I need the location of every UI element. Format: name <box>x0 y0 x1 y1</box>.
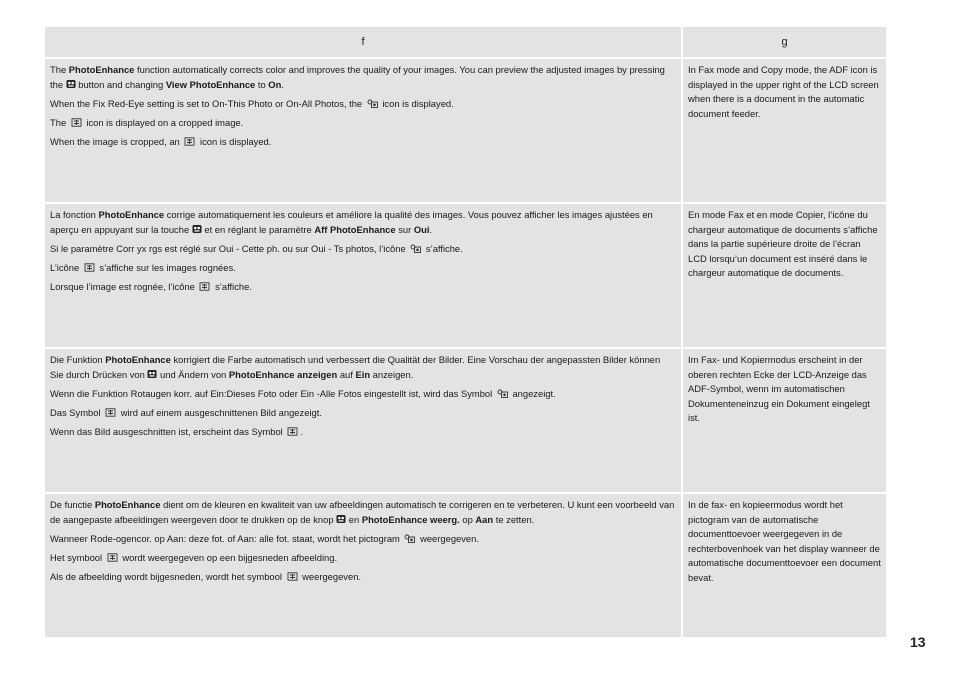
red-eye-icon <box>367 99 378 108</box>
row-cell-left <box>45 59 681 202</box>
paragraph-crop-icon: L’icône s’affiche sur les images rognées. <box>50 261 236 273</box>
column-header-left: f <box>45 27 681 57</box>
photo-enhance-button-icon <box>192 224 202 234</box>
column-header-right: g <box>683 27 886 57</box>
paragraph-adf: In de fax- en kopieermodus wordt het pictogram van de automatische documenttoevoer weergegeven in de rechterbovenhoek van het display wanneer de automatische documenttoevoer een document bevat. <box>688 499 881 583</box>
photo-enhance-button-icon <box>336 514 346 524</box>
paragraph-red-eye: Wenn die Funktion Rotaugen korr. auf Ein:Dieses Foto oder Ein -Alle Fotos eingestellt ist, wird das Symbol angezeigt. <box>50 387 556 399</box>
crop-icon <box>199 282 210 291</box>
crop-icon <box>105 408 116 417</box>
paragraph-cropped: Wenn das Bild ausgeschnitten ist, erscheint das Symbol . <box>50 425 303 437</box>
paragraph-photoenhance: La fonction PhotoEnhance corrige automatiquement les couleurs et améliore la qualité des images. Vous pouvez afficher les images ajustées en aperçu en appuyant sur la touche et en réglant le paramètre Aff PhotoEnhance sur Oui. <box>50 209 653 235</box>
crop-icon <box>84 263 95 272</box>
content-table <box>45 27 886 637</box>
photo-enhance-button-icon <box>66 79 76 89</box>
paragraph-cropped: Als de afbeelding wordt bijgesneden, wordt het symbool weergegeven. <box>50 570 362 582</box>
paragraph-crop-icon: The icon is displayed on a cropped image. <box>50 116 244 128</box>
paragraph-cropped: When the image is cropped, an icon is displayed. <box>50 135 272 147</box>
crop-icon <box>287 572 298 581</box>
page-number: 13 <box>910 634 926 650</box>
red-eye-icon <box>410 244 421 253</box>
row-cell-left <box>45 349 681 492</box>
crop-icon <box>184 137 195 146</box>
paragraph-adf: En mode Fax et en mode Copier, l’icône du chargeur automatique de documents s’affiche dans la partie supérieure droite de l’écran LCD lorsqu’un document est inséré dans le chargeur automatique de documents. <box>688 209 878 278</box>
row-cell-left <box>45 494 681 637</box>
paragraph-red-eye: Si le paramètre Corr yx rgs est réglé sur Oui - Cette ph. ou sur Oui - Ts photos, l’icône s’affiche. <box>50 242 463 254</box>
row-cell-right <box>683 494 886 637</box>
paragraph-photoenhance: The PhotoEnhance function automatically corrects color and improves the quality of your images. You can preview the adjusted images by pressing the button and changing View PhotoEnhance to On. <box>50 64 665 90</box>
crop-icon <box>287 427 298 436</box>
row-cell-right <box>683 349 886 492</box>
paragraph-red-eye: Wanneer Rode-ogencor. op Aan: deze fot. of Aan: alle fot. staat, wordt het pictogram weergegeven. <box>50 532 479 544</box>
paragraph-crop-icon: Das Symbol wird auf einem ausgeschnittenen Bild angezeigt. <box>50 406 322 418</box>
crop-icon <box>107 553 118 562</box>
paragraph-red-eye: When the Fix Red-Eye setting is set to On-This Photo or On-All Photos, the icon is displayed. <box>50 97 454 109</box>
paragraph-cropped: Lorsque l’image est rognée, l’icône s’affiche. <box>50 280 252 292</box>
paragraph-photoenhance: Die Funktion PhotoEnhance korrigiert die Farbe automatisch und verbessert die Qualität der Bilder. Eine Vorschau der angepassten Bilder können Sie durch Drücken von und Ändern von PhotoEnhance anzeigen auf Ein anzeigen. <box>50 354 661 380</box>
paragraph-photoenhance: De functie PhotoEnhance dient om de kleuren en kwaliteit van uw afbeeldingen automatisch te corrigeren en te verbeteren. U kunt een voorbeeld van de aangepaste afbeeldingen weergeven door te drukken op de knop en PhotoEnhance weerg. op Aan te zetten. <box>50 499 675 525</box>
row-cell-right <box>683 59 886 202</box>
row-cell-right <box>683 204 886 347</box>
paragraph-adf: Im Fax- und Kopiermodus erscheint in der oberen rechten Ecke der LCD-Anzeige das ADF-Symbol, wenn im automatischen Dokumenteneinzug ein Dokument eingelegt ist. <box>688 354 870 423</box>
red-eye-icon <box>404 534 415 543</box>
paragraph-adf: In Fax mode and Copy mode, the ADF icon is displayed in the upper right of the LCD screen when there is a document in the automatic document feeder. <box>688 64 879 119</box>
paragraph-crop-icon: Het symbool wordt weergegeven op een bijgesneden afbeelding. <box>50 551 338 563</box>
red-eye-icon <box>497 389 508 398</box>
photo-enhance-button-icon <box>147 369 157 379</box>
row-cell-left <box>45 204 681 347</box>
crop-icon <box>71 118 82 127</box>
